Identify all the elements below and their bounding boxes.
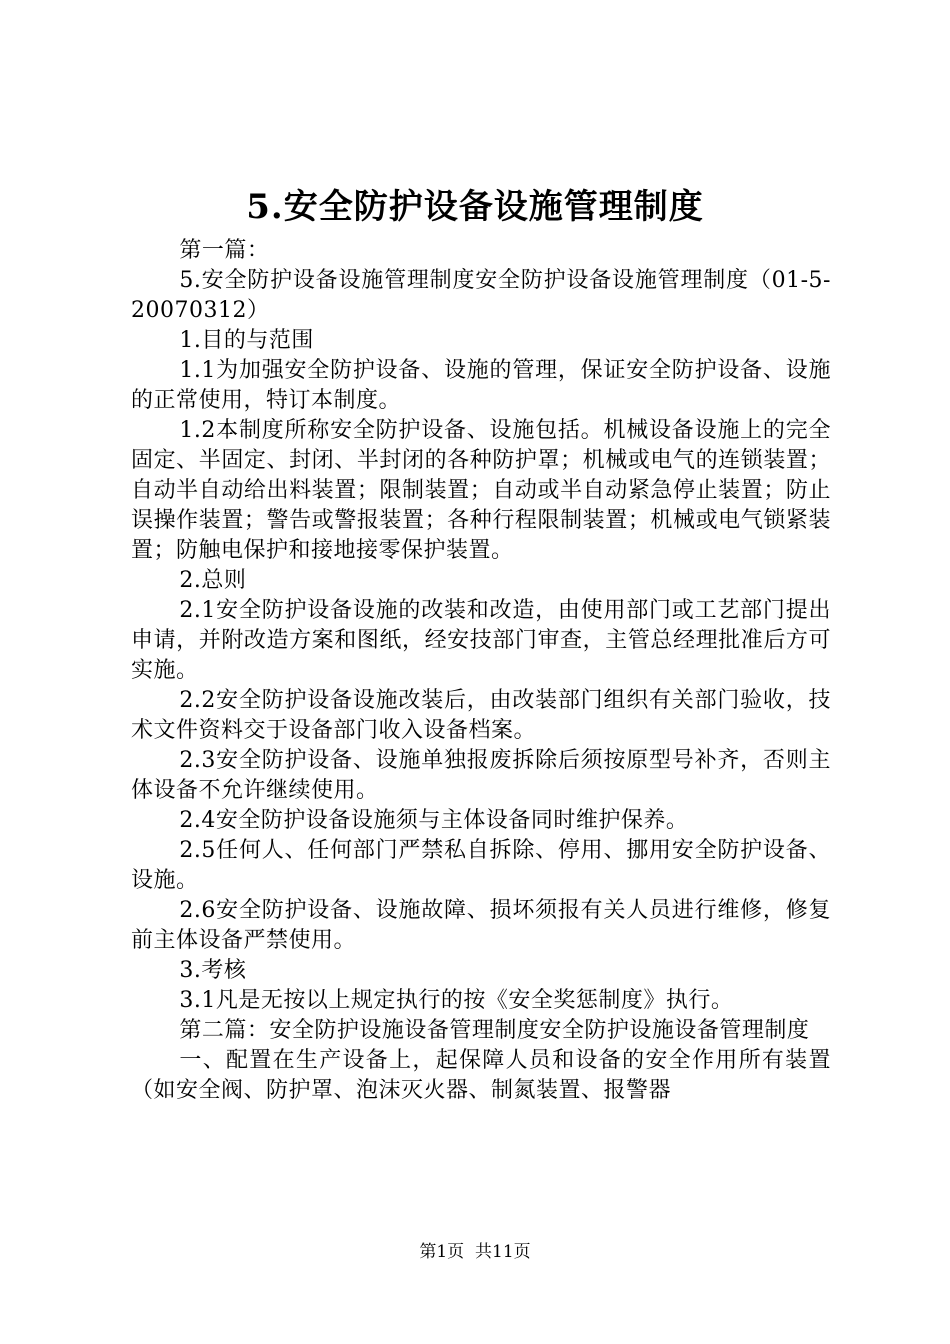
document-title: 5.安全防护设备设施管理制度 — [246, 187, 704, 227]
paragraph-8: 2.2安全防护设备设施改装后，由改装部门组织有关部门验收，技术文件资料交于设备部门收入设备档案。 — [131, 688, 831, 743]
paragraph-10: 2.4安全防护设备设施须与主体设备同时维护保养。 — [179, 808, 689, 833]
page-total: 共11页 — [475, 1242, 531, 1262]
footer-separator — [464, 1242, 475, 1262]
document-body — [131, 236, 831, 1106]
paragraph-13: 3.考核 — [179, 958, 247, 983]
paragraph-12: 2.6安全防护设备、设施故障、损坏须报有关人员进行维修，修复前主体设备严禁使用。 — [131, 898, 831, 953]
paragraph-11: 2.5任何人、任何部门严禁私自拆除、停用、挪用安全防护设备、设施。 — [131, 838, 831, 893]
paragraph-2: 5.安全防护设备设施管理制度安全防护设备设施管理制度（01-5-20070312） — [131, 268, 831, 323]
paragraph-15: 第二篇：安全防护设施设备管理制度安全防护设施设备管理制度 — [179, 1018, 810, 1043]
page-number: 第1页 — [419, 1242, 465, 1262]
paragraph-16: 一、配置在生产设备上，起保障人员和设备的安全作用所有装置（如安全阀、防护罩、泡沫灭火器、制氮装置、报警器 — [131, 1048, 831, 1103]
paragraph-6: 2.总则 — [179, 568, 247, 593]
paragraph-5: 1.2本制度所称安全防护设备、设施包括。机械设备设施上的完全固定、半固定、封闭、半封闭的各种防护罩；机械或电气的连锁装置；自动半自动给出料装置；限制装置；自动或半自动紧急停止装置；防止误操作装置；警告或警报装置；各种行程限制装置；机械或电气锁紧装置；防触电保护和接地接零保护装置。 — [131, 418, 831, 563]
paragraph-4: 1.1为加强安全防护设备、设施的管理，保证安全防护设备、设施的正常使用，特订本制度。 — [131, 358, 831, 413]
paragraph-7: 2.1安全防护设备设施的改装和改造，由使用部门或工艺部门提出申请，并附改造方案和图纸，经安技部门审查，主管总经理批准后方可实施。 — [131, 598, 831, 683]
page-footer — [0, 1240, 950, 1264]
paragraph-1: 第一篇： — [179, 238, 270, 263]
paragraph-9: 2.3安全防护设备、设施单独报废拆除后须按原型号补齐，否则主体设备不允许继续使用。 — [131, 748, 831, 803]
paragraph-14: 3.1凡是无按以上规定执行的按《安全奖惩制度》执行。 — [179, 988, 734, 1013]
paragraph-3: 1.目的与范围 — [179, 328, 314, 353]
